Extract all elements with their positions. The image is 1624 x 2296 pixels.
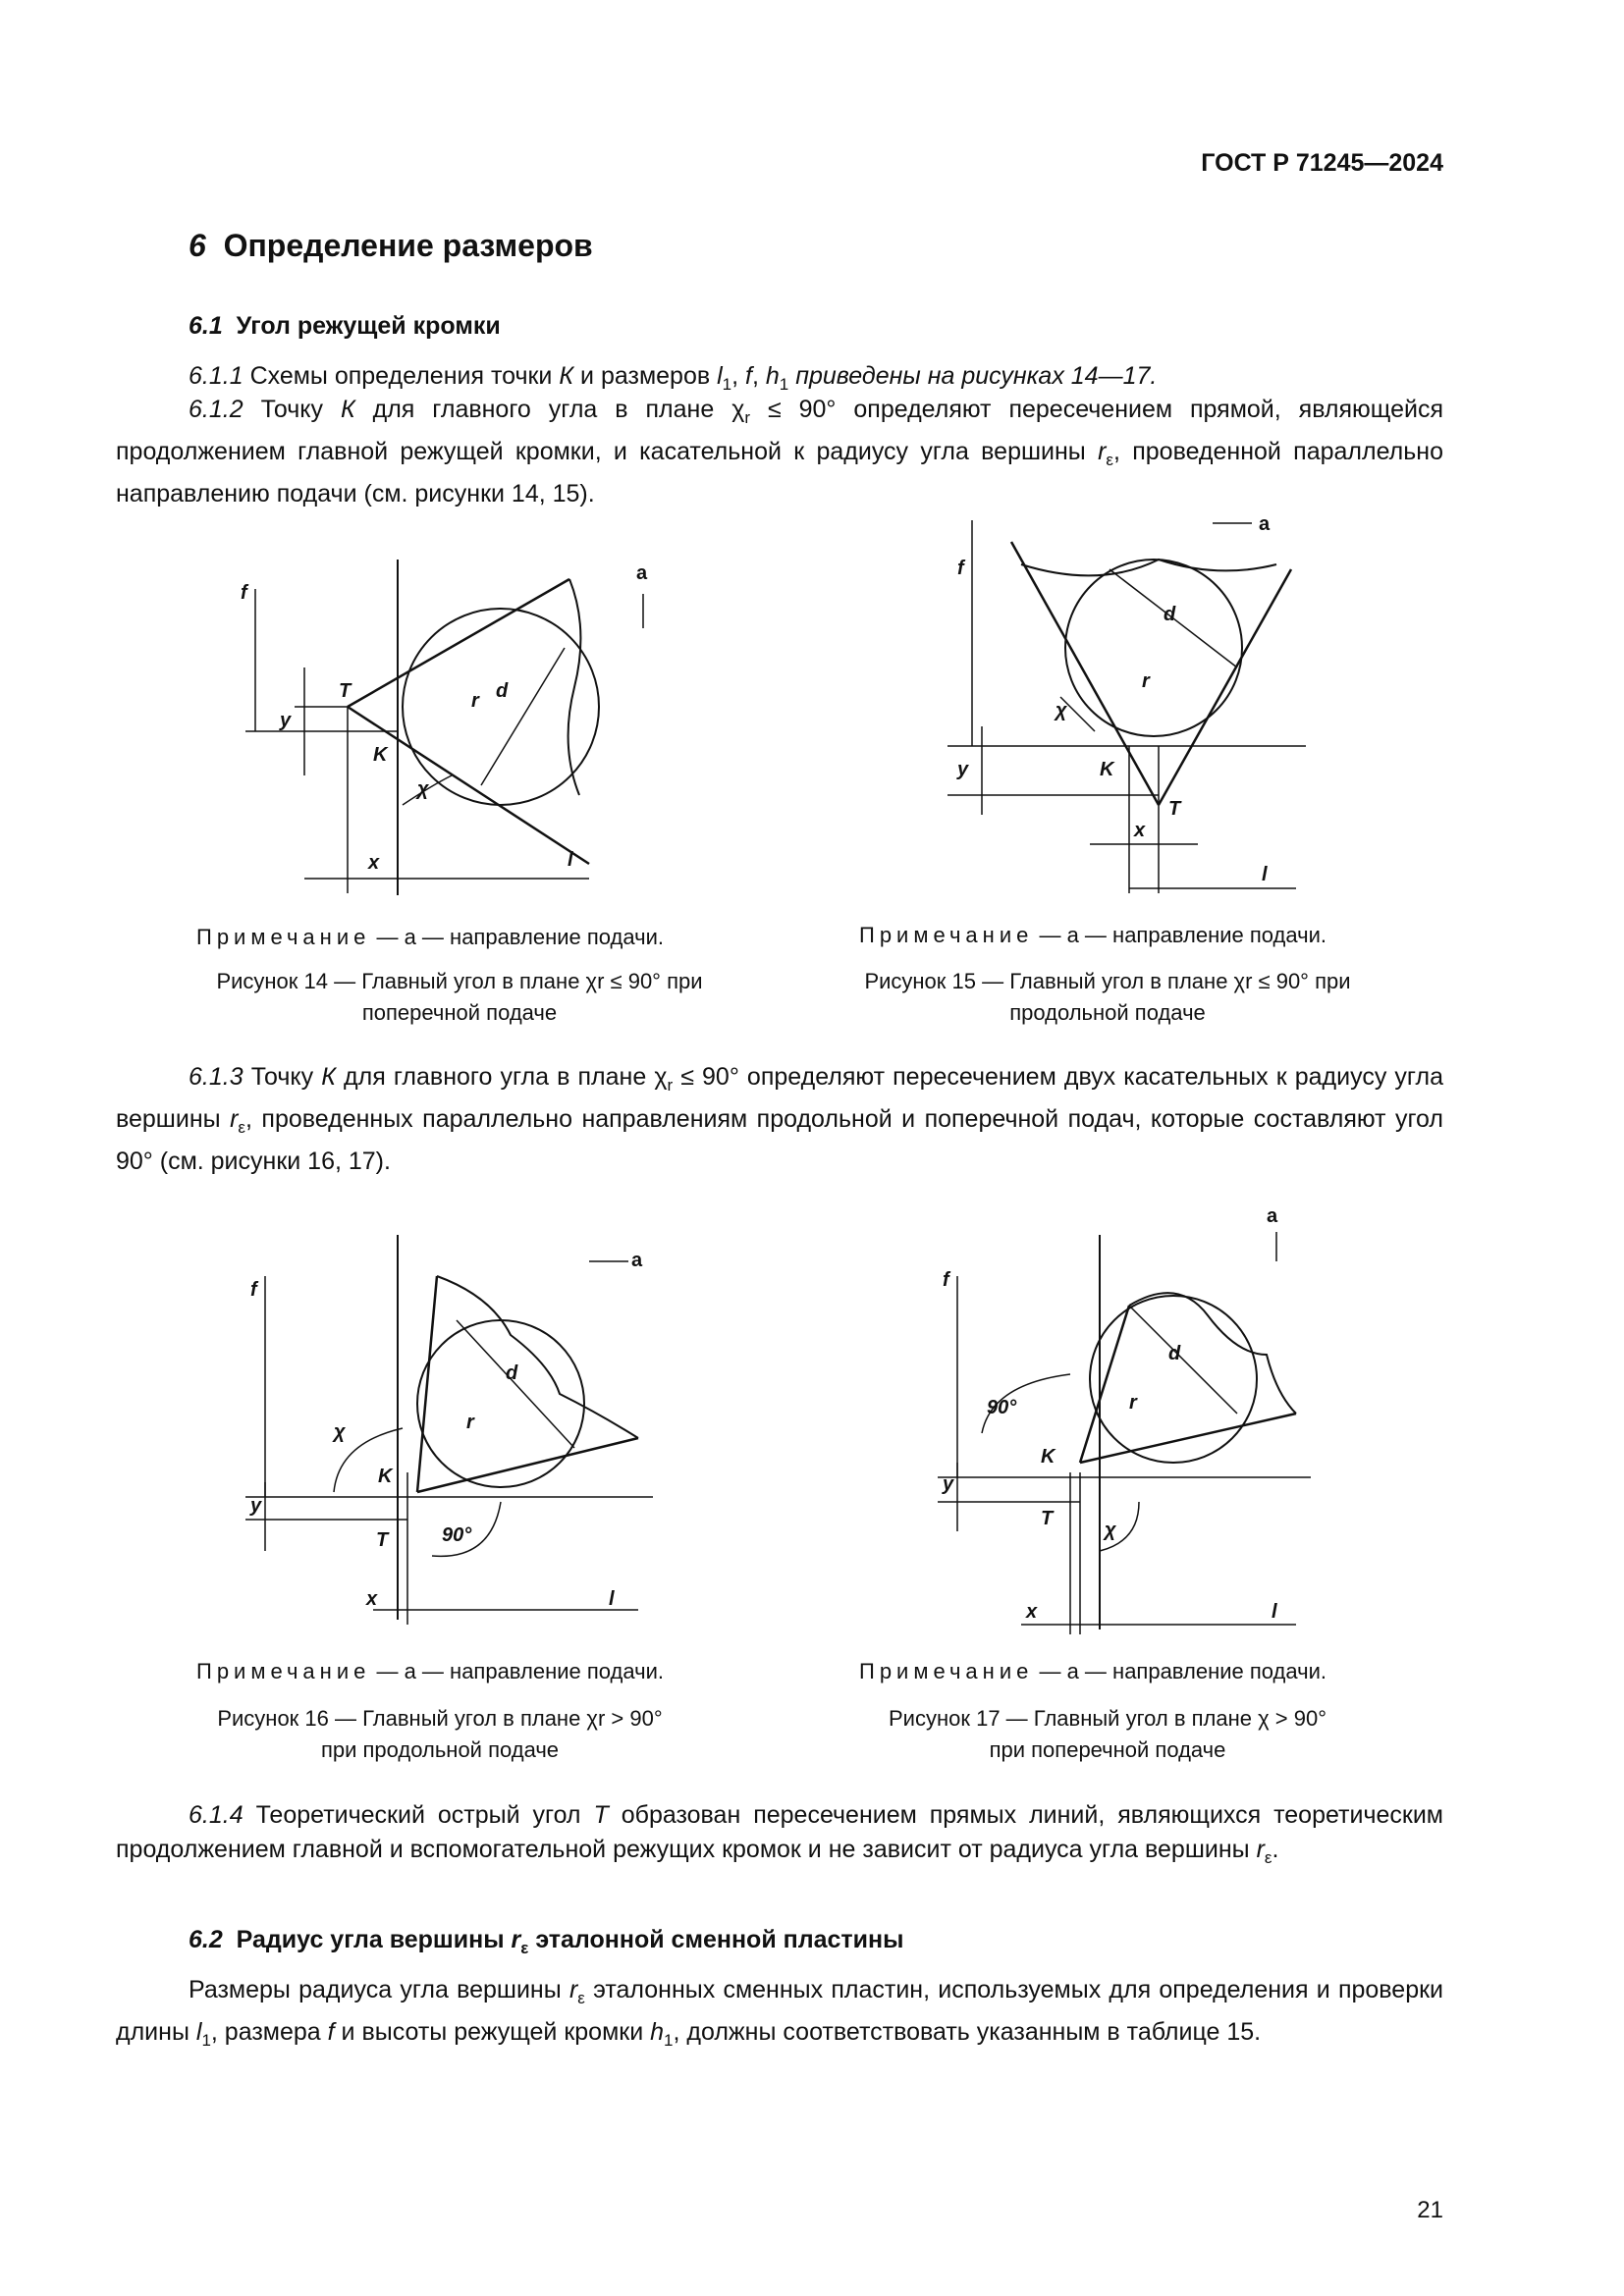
- symbol: l: [717, 362, 723, 390]
- label-a: a: [1267, 1205, 1278, 1227]
- symbol: f: [745, 362, 752, 390]
- label-chi: χ: [334, 1421, 346, 1443]
- symbol: К: [559, 362, 574, 390]
- caption-line: при продольной подаче: [320, 1737, 560, 1762]
- label-a: a: [636, 562, 648, 584]
- subscript: ε: [520, 1939, 529, 1957]
- symbol: χ: [654, 1063, 668, 1091]
- label-90: 90°: [987, 1397, 1017, 1418]
- label-K: K: [378, 1466, 393, 1487]
- label-l: l: [1272, 1601, 1277, 1623]
- note-text: — a — направление подачи.: [1039, 1659, 1326, 1683]
- symbol: T: [593, 1801, 609, 1829]
- symbol: r: [568, 1976, 578, 2003]
- paragraph-6-1-1: 6.1.1 Схемы определения точки К и размеров $l_1$, f, $h_1$ приведены на рисунках 14—17.: [189, 362, 1158, 394]
- subsection-title: эталонной сменной пластины: [535, 1926, 904, 1953]
- clause-number: 6.1.1: [189, 362, 244, 390]
- subsection-title: Угол режущей кромки: [236, 312, 501, 340]
- label-K: K: [1100, 759, 1114, 780]
- label-chi: χ: [1056, 700, 1067, 721]
- text: .: [1272, 1836, 1279, 1863]
- note-text: — a — направление подачи.: [376, 1659, 664, 1683]
- subscript: r: [744, 408, 750, 427]
- text: образован пересечением прямых линий, являющихся теоретическим продолжением главной и вспомогательной режущих кромок и не зависит от радиуса угла вершины: [116, 1801, 1443, 1863]
- label-f: f: [957, 558, 964, 579]
- label-l: l: [1262, 864, 1268, 885]
- subscript: 1: [201, 2031, 211, 2050]
- label-x: x: [368, 852, 380, 874]
- subscript: ε: [238, 1118, 245, 1137]
- caption-line: Рисунок 14 — Главный угол в плане χr ≤ 90° при: [216, 969, 703, 993]
- text: Схемы определения точки: [249, 362, 553, 390]
- label-r: r: [471, 690, 479, 712]
- label-y: y: [250, 1495, 262, 1517]
- text: , проведенной параллельно направлению подачи (см. рисунки 14, 15).: [116, 438, 1444, 507]
- text: ≤ 90° определяют пересечением прямой, являющейся продолжением главной режущей кромки, и касательной к радиусу угла вершины: [116, 396, 1443, 465]
- text: и размеров: [580, 362, 711, 390]
- subsection-title: Радиус угла вершины: [236, 1926, 505, 1953]
- caption-line: продольной подаче: [1009, 1000, 1206, 1025]
- text: Точку: [260, 396, 323, 423]
- note-text: — a — направление подачи.: [376, 925, 664, 949]
- subscript: 1: [722, 375, 732, 394]
- symbol: r: [1098, 438, 1107, 465]
- clause-number: 6.1.4: [189, 1801, 244, 1829]
- figure-17-note: [859, 1659, 1326, 1684]
- note-label: Примечание: [196, 1659, 371, 1683]
- symbol: r: [511, 1926, 521, 1953]
- label-r: r: [1142, 670, 1150, 692]
- text: для главного угла в плане: [344, 1063, 647, 1091]
- label-a: a: [1259, 513, 1271, 535]
- caption-line: Рисунок 17 — Главный угол в плане χ > 90°: [889, 1706, 1326, 1731]
- symbol: r: [1256, 1836, 1265, 1863]
- symbol: К: [340, 396, 355, 423]
- label-d: d: [1164, 604, 1176, 625]
- label-l: l: [609, 1588, 615, 1610]
- label-l: l: [568, 849, 573, 871]
- text: эталонных сменных пластин, используемых для определения и проверки длины: [116, 1976, 1443, 2046]
- label-d: d: [506, 1362, 518, 1384]
- page-number: 21: [1417, 2197, 1443, 2223]
- subsection-heading-6-2: [189, 1926, 903, 1958]
- label-T: T: [339, 680, 352, 702]
- paragraph-6-1-4: [116, 1798, 1443, 1875]
- label-f: f: [943, 1269, 949, 1291]
- label-a: a: [631, 1250, 643, 1271]
- caption-line: при поперечной подаче: [989, 1737, 1226, 1762]
- symbol: f: [327, 2018, 335, 2046]
- section-number: 6: [189, 228, 206, 263]
- symbol: h: [650, 2018, 665, 2046]
- subscript: 1: [779, 375, 789, 394]
- text: для главного угла в плане: [372, 396, 715, 423]
- note-text: — a — направление подачи.: [1039, 923, 1326, 947]
- text: , должны соответствовать указанным в таблице 15.: [673, 2018, 1262, 2046]
- label-x: x: [1026, 1601, 1038, 1623]
- label-f: f: [250, 1279, 257, 1301]
- label-chi: χ: [417, 778, 429, 800]
- label-y: y: [280, 710, 292, 731]
- caption-line: Рисунок 15 — Главный угол в плане χr ≤ 90° при: [864, 969, 1351, 993]
- text: , размера: [210, 2018, 321, 2046]
- label-d: d: [496, 680, 509, 702]
- text: , проведенных параллельно направлениям продольной и поперечной подач, которые составляют угол 90° (см. рисунки 16, 17).: [116, 1105, 1443, 1175]
- figure-17-caption: [813, 1703, 1402, 1766]
- label-f: f: [241, 582, 247, 604]
- label-x: x: [366, 1588, 378, 1610]
- label-chi: χ: [1105, 1520, 1116, 1541]
- text: Теоретический острый угол: [255, 1801, 581, 1829]
- section-title: Определение размеров: [223, 228, 593, 263]
- text: и высоты режущей кромки: [341, 2018, 644, 2046]
- label-r: r: [466, 1412, 474, 1433]
- caption-line: поперечной подаче: [361, 1000, 558, 1025]
- label-K: K: [1041, 1446, 1056, 1468]
- note-label: Примечание: [196, 925, 371, 949]
- symbol: h: [765, 362, 780, 390]
- clause-number: 6.1.2: [189, 396, 244, 423]
- label-T: T: [1168, 798, 1181, 820]
- label-T: T: [376, 1529, 389, 1551]
- text: ≤ 90° определяют пересечением двух касательных к радиусу угла вершины: [116, 1063, 1443, 1133]
- subscript: r: [667, 1076, 674, 1095]
- label-r: r: [1129, 1392, 1137, 1414]
- caption-line: Рисунок 16 — Главный угол в плане χr > 90°: [217, 1706, 663, 1731]
- symbol: К: [321, 1063, 336, 1091]
- label-90: 90°: [442, 1524, 472, 1546]
- symbol: r: [230, 1105, 239, 1133]
- subsection-number: 6.1: [189, 312, 223, 340]
- paragraph-6-2: [116, 1973, 1443, 2057]
- label-x: x: [1134, 820, 1146, 841]
- subsection-number: 6.2: [189, 1926, 223, 1953]
- label-y: y: [957, 759, 969, 780]
- clause-number: 6.1.3: [189, 1063, 244, 1091]
- symbol: χ: [731, 396, 745, 423]
- text: Размеры радиуса угла вершины: [189, 1976, 562, 2003]
- text: Точку: [250, 1063, 314, 1091]
- subscript: ε: [577, 1989, 585, 2007]
- subscript: ε: [1264, 1848, 1272, 1867]
- subscript: ε: [1106, 451, 1113, 469]
- document-header: ГОСТ Р 71245—2024: [1201, 149, 1443, 177]
- subscript: 1: [664, 2031, 674, 2050]
- note-label: Примечание: [859, 1659, 1034, 1683]
- label-K: K: [373, 744, 388, 766]
- text: приведены на рисунках 14—17.: [795, 362, 1158, 390]
- label-y: y: [943, 1473, 954, 1495]
- label-d: d: [1168, 1343, 1181, 1364]
- symbol: l: [195, 2018, 202, 2046]
- note-label: Примечание: [859, 923, 1034, 947]
- label-T: T: [1041, 1508, 1054, 1529]
